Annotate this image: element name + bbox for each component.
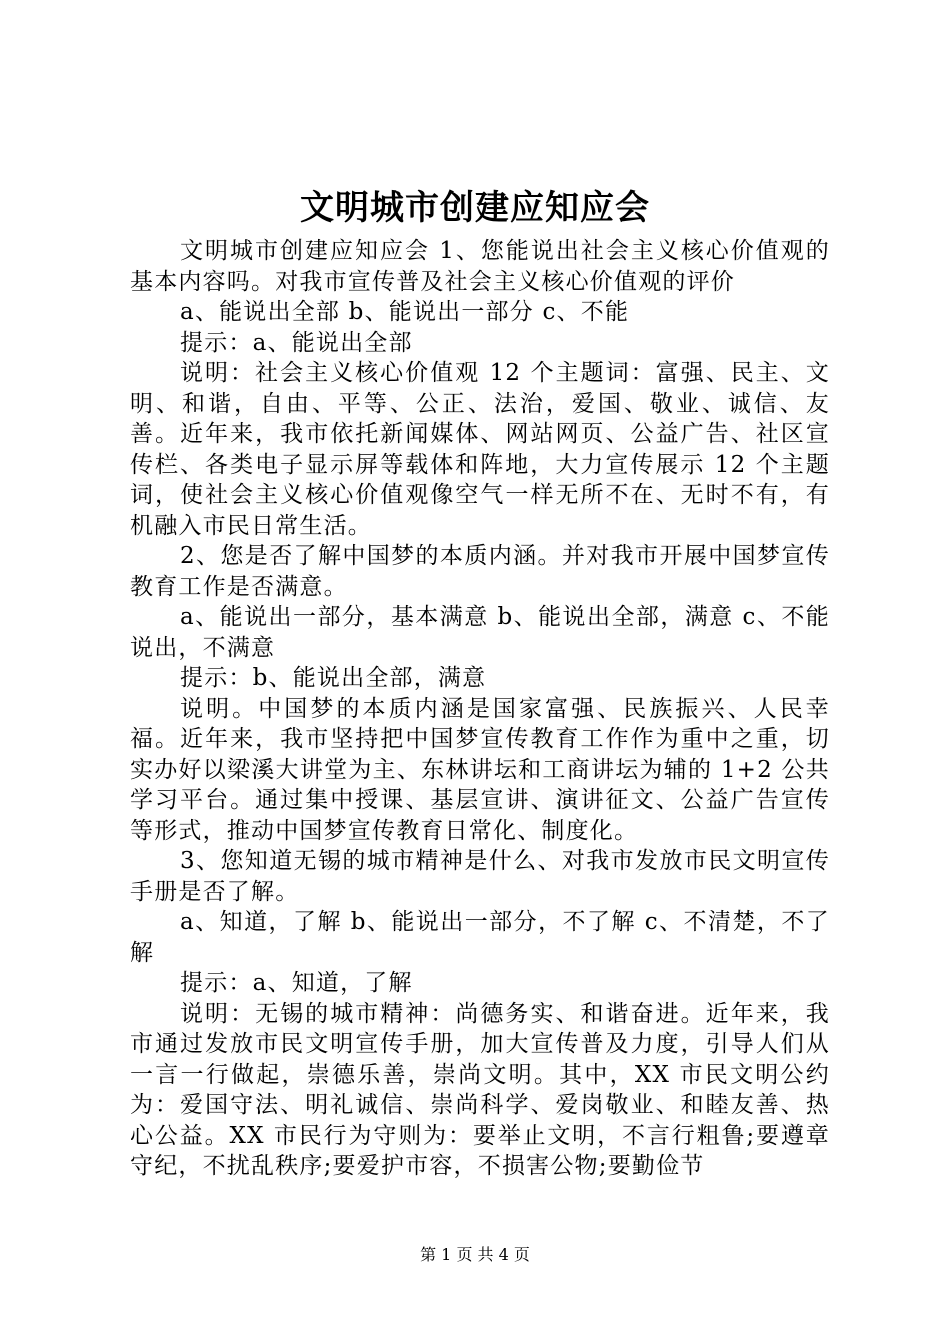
- page-footer: 第 1 页 共 4 页: [420, 1245, 530, 1264]
- paragraph: 说明：无锡的城市精神：尚德务实、和谐奋进。近年来，我市通过发放市民文明宣传手册，加大宣传普及力度，引导人们从一言一行做起，崇德乐善，崇尚文明。其中，XX 市民文明公约为：爱国守法、明礼诚信、崇尚科学、爱岗敬业、和睦友善、热心公益。XX 市民行为守则为：要举止文明，不言行粗鲁;要遵章守纪，不扰乱秩序;要爱护市容，不损害公物;要勤俭节: [130, 1000, 830, 1179]
- paragraph: 3、您知道无锡的城市精神是什么、对我市发放市民文明宣传手册是否了解。: [130, 848, 830, 905]
- paragraph: a、知道，了解 b、能说出一部分，不了解 c、不清楚，不了解: [130, 909, 830, 966]
- document-title: 文明城市创建应知应会: [300, 188, 650, 228]
- paragraph: 2、您是否了解中国梦的本质内涵。并对我市开展中国梦宣传教育工作是否满意。: [130, 543, 830, 600]
- paragraph: 说明。中国梦的本质内涵是国家富强、民族振兴、人民幸福。近年来，我市坚持把中国梦宣传教育工作作为重中之重，切实办好以梁溪大讲堂为主、东林讲坛和工商讲坛为辅的 1+2 公共学习平台。通过集中授课、基层宣讲、演讲征文、公益广告宣传等形式，推动中国梦宣传教育日常化、制度化。: [130, 695, 830, 844]
- paragraph: a、能说出一部分，基本满意 b、能说出全部，满意 c、不能说出，不满意: [130, 604, 830, 661]
- paragraph: 提示：a、能说出全部: [180, 329, 413, 356]
- paragraph: 提示：b、能说出全部，满意: [180, 665, 487, 691]
- paragraph: 说明：社会主义核心价值观 12 个主题词：富强、民主、文明、和谐，自由、平等、公正、法治，爱国、敬业、诚信、友善。近年来，我市依托新闻媒体、网站网页、公益广告、社区宣传栏、各类电子显示屏等载体和阵地，大力宣传展示 12 个主题词，使社会主义核心价值观像空气一样无所不在、无时不有，有机融入市民日常生活。: [130, 360, 830, 539]
- paragraph: 文明城市创建应知应会 1、您能说出社会主义核心价值观的基本内容吗。对我市宣传普及社会主义核心价值观的评价: [130, 238, 830, 295]
- paragraph: 提示：a、知道，了解: [180, 970, 413, 996]
- paragraph: a、能说出全部 b、能说出一部分 c、不能: [180, 299, 630, 325]
- document-body: [130, 236, 830, 1182]
